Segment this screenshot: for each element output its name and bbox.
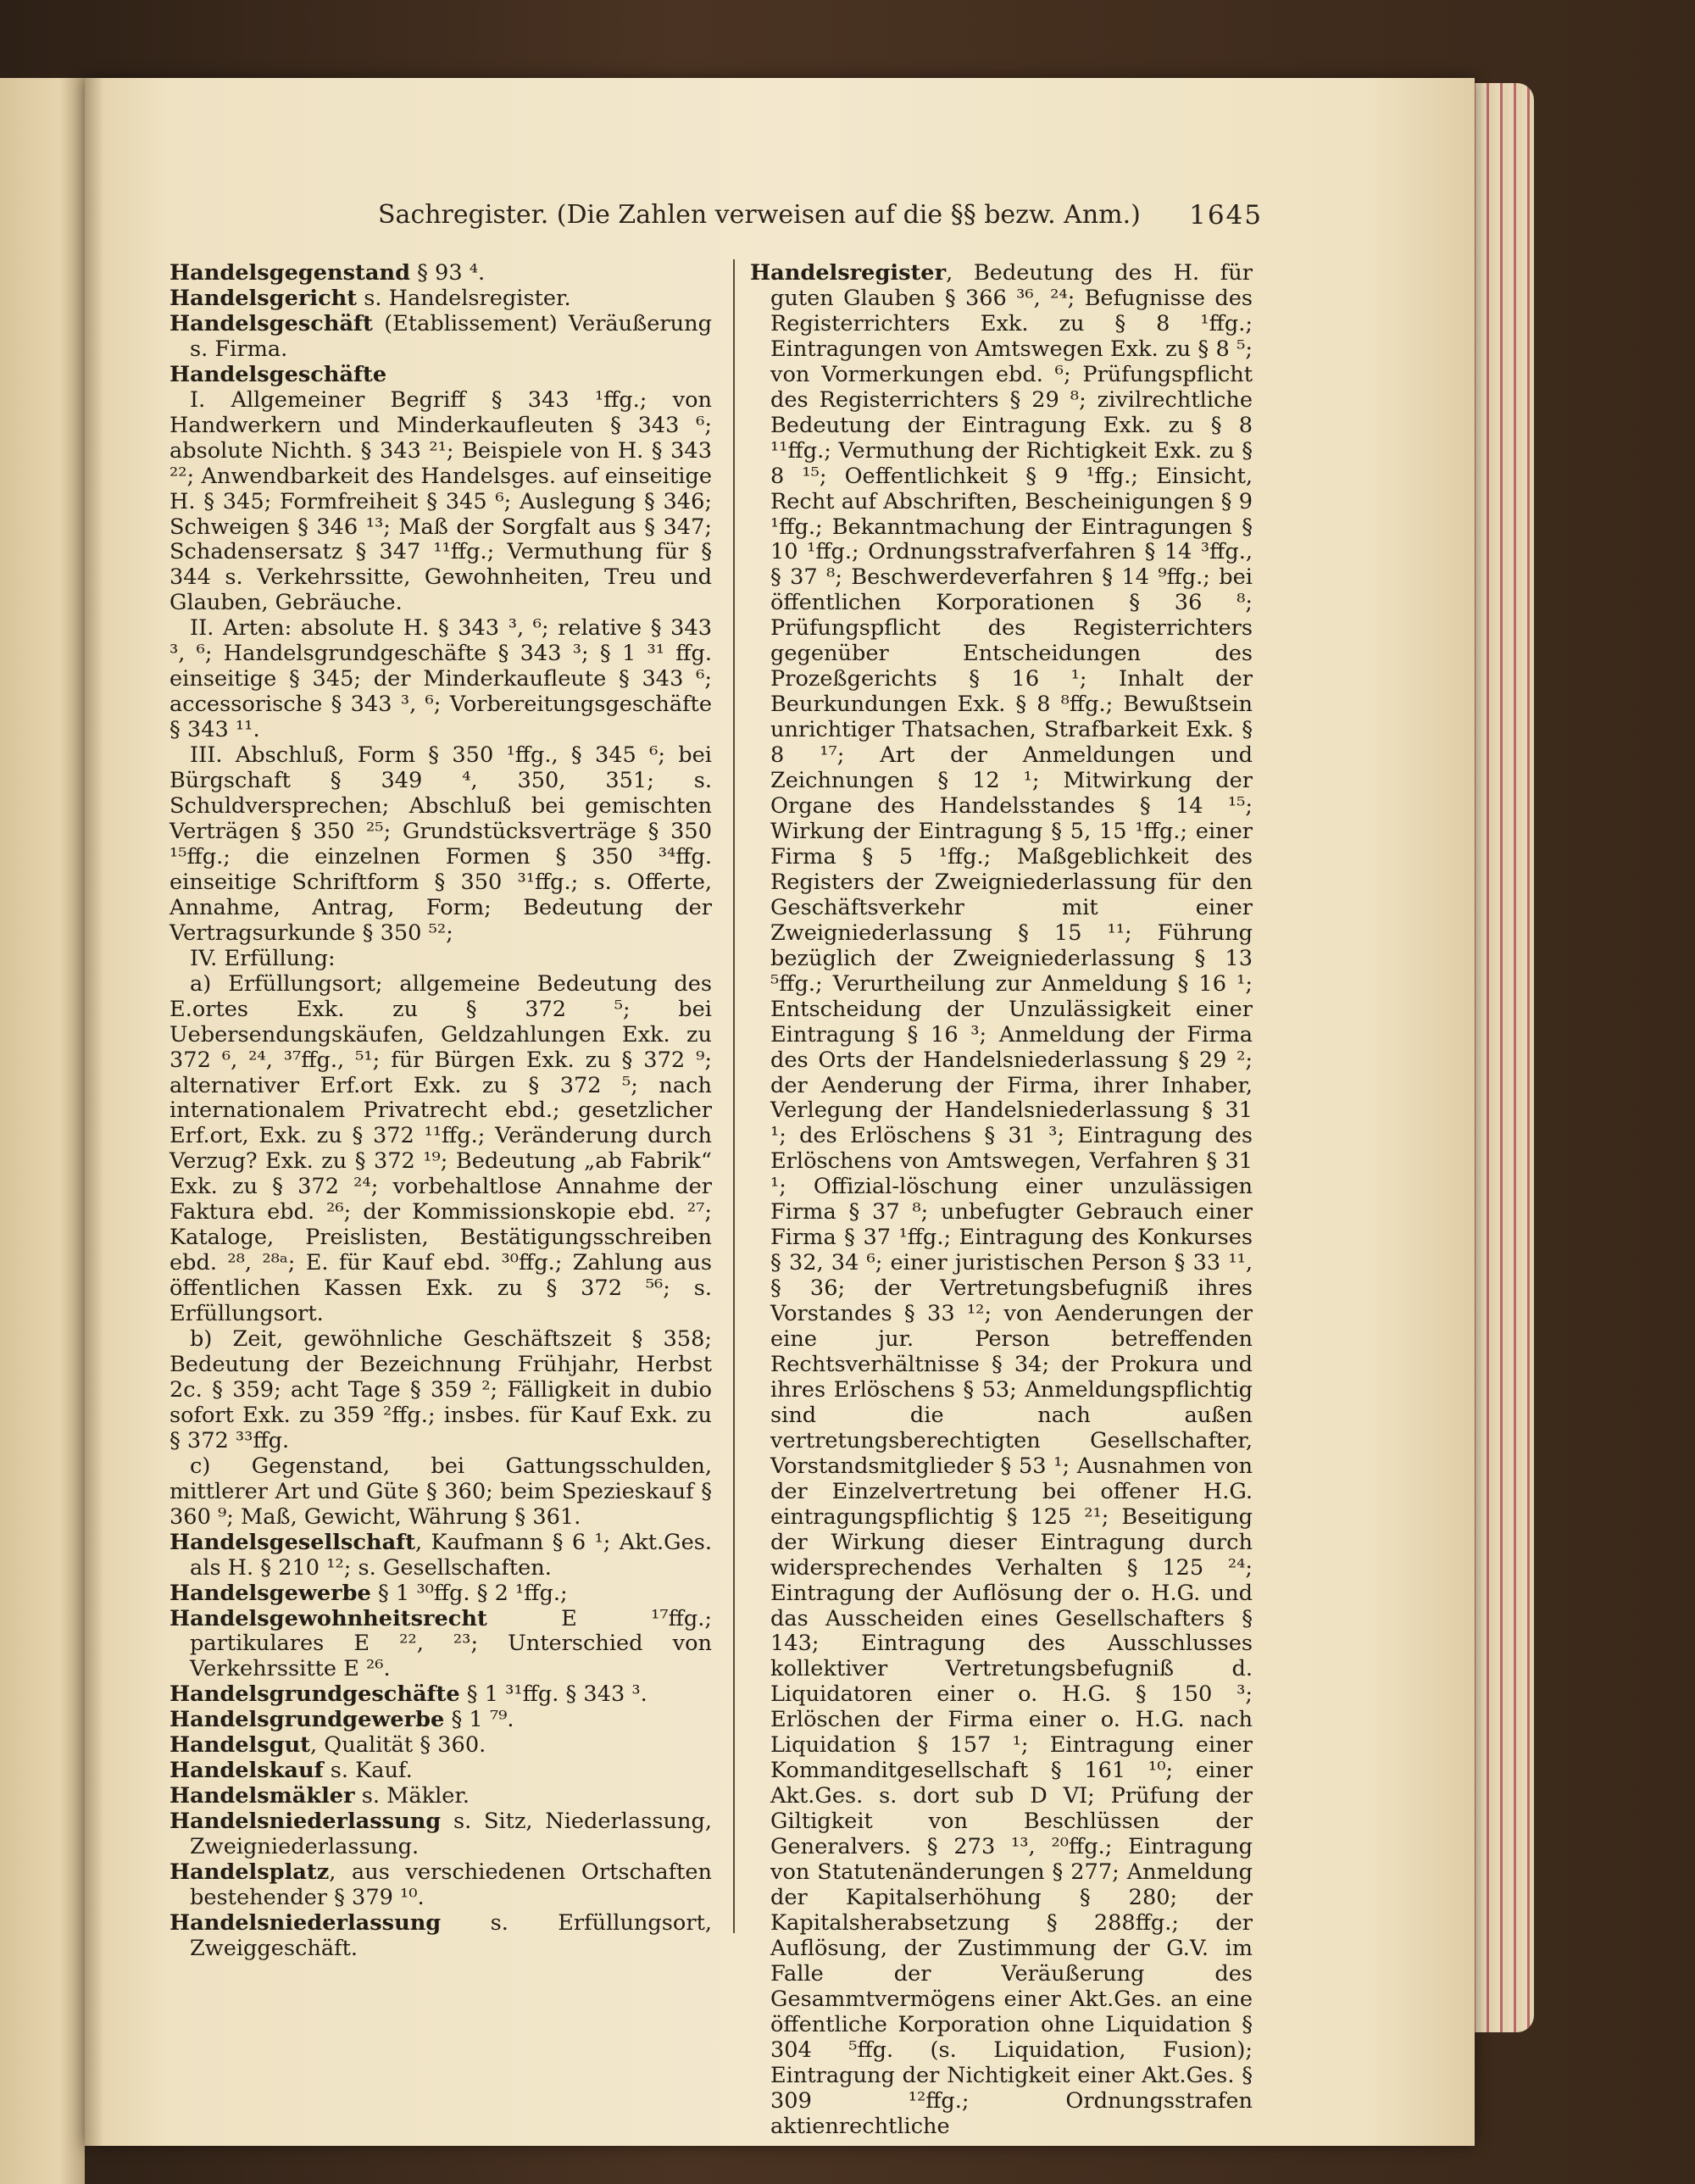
index-references: § 1 ³¹ffg. § 343 ³. <box>459 1681 647 1708</box>
index-keyword: Handelsregister <box>750 260 947 286</box>
index-entry <box>170 261 712 286</box>
index-entry <box>170 286 712 312</box>
left-column <box>170 261 712 1962</box>
index-references: s. Kauf. <box>323 1758 413 1784</box>
index-references: § 1 ³⁰ffg. § 2 ¹ffg.; <box>370 1580 568 1606</box>
page-gutter-shadow <box>85 78 103 2146</box>
index-entry <box>170 1531 712 1581</box>
right-column <box>750 261 1253 2140</box>
index-entry <box>170 363 712 388</box>
index-subsection: III. Abschluß, Form § 350 ¹ffg., § 345 ⁶; bei Bürgschaft § 349 ⁴, 350, 351; s. Schuldversprechen; Abschluß bei gemischten Verträgen § 350 ²⁵; Grundstücksverträge § 350 ¹⁵ffg.; die einzelnen Formen § 350 ³⁴ffg. einseitige Schriftform § 350 ³¹ffg.; s. Offerte, Annahme, Antrag, Form; Bedeutung der Vertragsurkunde § 350 ⁵²; <box>170 742 712 946</box>
index-entry <box>750 261 1253 2140</box>
index-keyword: Handelsplatz <box>170 1859 330 1886</box>
index-subsection: c) Gegenstand, bei Gattungsschulden, mittlerer Art und Güte § 360; beim Spezieskauf § 360 ⁹; Maß, Gewicht, Währung § 361. <box>170 1453 712 1530</box>
index-keyword: Handelsgrundgeschäfte <box>170 1681 460 1708</box>
index-keyword: Handelsgericht <box>170 285 358 311</box>
index-keyword: Handelsgegenstand <box>170 260 410 286</box>
index-subsection: II. Arten: absolute H. § 343 ³, ⁶; relative § 343 ³, ⁶; Handelsgrundgeschäfte § 343 ³; § 1 ³¹ ffg. einseitige § 345; der Minderkaufleute § 343 ⁶; accessorische § 343 ³, ⁶; Vorbereitungsgeschäfte § 343 ¹¹. <box>170 615 712 743</box>
index-references: § 1 ⁷⁹. <box>444 1707 514 1733</box>
index-entry <box>170 1708 712 1733</box>
index-keyword: Handelsgesellschaft <box>170 1529 416 1555</box>
index-keyword: Handelsniederlassung <box>170 1909 442 1936</box>
index-references: s. Handelsregister. <box>357 285 571 311</box>
running-header <box>85 200 1263 241</box>
index-subsection: I. Allgemeiner Begriff § 343 ¹ffg.; von Handwerkern und Minderkaufleuten § 343 ⁶; absolute Nichth. § 343 ²¹; Beispiele von H. § 343 ²²; Anwendbarkeit des Handelsges. auf einseitige H. § 345; Formfreiheit § 345 ⁶; Auslegung § 346; Schweigen § 346 ¹³; Maß der Sorgfalt aus § 347; Schadensersatz § 347 ¹¹ffg.; Vermuthung für § 344 s. Verkehrssitte, Gewohnheiten, Treu und Glauben, Gebräuche. <box>170 386 712 616</box>
facing-page-edge <box>0 78 85 2184</box>
index-keyword: Handelsgut <box>170 1732 311 1759</box>
index-references: s. Mäkler. <box>354 1783 470 1809</box>
index-keyword: Handelsgewerbe <box>170 1580 371 1606</box>
index-entry <box>170 312 712 363</box>
index-entry <box>170 1759 712 1784</box>
index-entry <box>170 1784 712 1809</box>
index-keyword: Handelsgewohnheitsrecht <box>170 1605 487 1631</box>
index-entry <box>170 1733 712 1759</box>
index-entry <box>170 1581 712 1607</box>
index-entry <box>170 1911 712 1962</box>
index-subsection: IV. Erfüllung: <box>190 945 336 971</box>
index-subsection: a) Erfüllungsort; allgemeine Bedeutung des E.ortes Exk. zu § 372 ⁵; bei Uebersendungskäufen, Geldzahlungen Exk. zu 372 ⁶, ²⁴, ³⁷ffg., ⁵¹; für Bürgen Exk. zu § 372 ⁹; alternativer Erf.ort Exk. zu § 372 ⁵; nach internationalem Privatrecht ebd.; gesetzlicher Erf.ort, Exk. zu § 372 ¹¹ffg.; Veränderung durch Verzug? Exk. zu § 372 ¹⁹; Bedeutung „ab Fabrik“ Exk. zu § 372 ²⁴; vorbehaltlose Annahme der Faktura ebd. ²⁶; der Kommissionskopie ebd. ²⁷; Kataloge, Preislisten, Bestätigungsschreiben ebd. ²⁸, ²⁸ᵃ; E. für Kauf ebd. ³⁰ffg.; Zahlung aus öffentlichen Kassen Exk. zu § 372 ⁵⁶; s. Erfüllungsort. <box>170 970 712 1327</box>
index-references: § 93 ⁴. <box>409 260 486 286</box>
header-title: Sachregister. (Die Zahlen verweisen auf die §§ bezw. Anm.) <box>378 200 1141 230</box>
page-number: 1645 <box>1189 200 1263 231</box>
index-keyword: Handelsgrundgewerbe <box>170 1707 445 1733</box>
index-entry <box>170 1860 712 1911</box>
index-references: , Bedeutung des H. für guten Glauben § 366 ³⁶, ²⁴; Befugnisse des Registerrichters Exk. zu § 8 ¹ffg.; Eintragungen von Amtswegen Exk. zu § 8 ⁵; von Vormerkungen ebd. ⁶; Prüfungspflicht des Registerrichters § 29 ⁸; zivilrechtliche Bedeutung der Eintragung Exk. zu § 8 ¹¹ffg.; Vermuthung der Richtigkeit Exk. zu § 8 ¹⁵; Oeffentlichkeit § 9 ¹ffg.; Einsicht, Recht auf Abschriften, Bescheinigungen § 9 ¹ffg.; Bekanntmachung der Eintragungen § 10 ¹ffg.; Ordnungsstrafverfahren § 14 ³ffg., § 37 ⁸; Beschwerdeverfahren § 14 ⁹ffg.; bei öffentlichen Korporationen § 36 ⁸; Prüfungspflicht des Registerrichters gegenüber Entscheidungen des Prozeßgerichts § 16 ¹; Inhalt der Beurkundungen Exk. § 8 ⁸ffg.; Bewußtsein unrichtiger Thatsachen, Strafbarkeit Exk. § 8 ¹⁷; Art der Anmeldungen und Zeichnungen § 12 ¹; Mitwirkung der Organe des Handelsstandes § 14 ¹⁵; Wirkung der Eintragung § 5, 15 ¹ffg.; einer Firma § 5 ¹ffg.; Maßgeblichkeit des Registers der Zweigniederlassung für den Geschäftsverkehr mit einer Zweigniederlassung § 15 ¹¹; Führung bezüglich der Zweigniederlassung § 13 ⁵ffg.; Verurtheilung zur Anmeldung § 16 ¹; Entscheidung der Unzulässigkeit einer Eintragung § 16 ³; Anmeldung der Firma des Orts der Handelsniederlassung § 29 ²; der Aenderung der Firma, ihrer Inhaber, Verlegung der Handelsniederlassung § 31 ¹; des Erlöschens § 31 ³; Eintragung des Erlöschens von Amtswegen, Verfahren § 31 ¹; Offizial-löschung einer unzulässigen Firma § 37 ⁸; unbefugter Gebrauch einer Firma § 37 ¹ffg.; Eintragung des Konkurses § 32, 34 ⁶; einer juristischen Person § 33 ¹¹, § 36; der Vertretungsbefugniß ihres Vorstandes § 33 ¹²; von Aenderungen der eine jur. Person betreffenden Rechtsverhältnisse § 34; der Prokura und ihres Erlöschens § 53; Anmeldungspflichtig sind die nach außen vertretungsberechtigten Gesellschafter, Vorstandsmitglieder § 53 ¹; Ausnahmen von der Einzelvertretung bei offener H.G. eintragungspflichtig § 125 ²¹; Beseitigung der Wirkung dieser Eintragung durch widersprechendes Verhalten § 125 ²⁴; Eintragung der Auflösung der o. H.G. und das Ausscheiden eines Gesellschafters § 143; Eintragung des Ausschlusses kollektiver Vertretungsbefugniß d. Liquidatoren einer o. H.G. § 150 ³; Erlöschen der Firma einer o. H.G. nach Liquidation § 157 ¹; Eintragung einer Kommanditgesellschaft § 161 ¹⁰; einer Akt.Ges. s. dort sub D VI; Prüfung der Giltigkeit von Beschlüssen der Generalvers. § 273 ¹³, ²⁰ffg.; Eintragung von Statutenänderungen § 277; Anmeldung der Kapitalserhöhung § 280; der Kapitalsherabsetzung § 288ffg.; der Auflösung, der Zustimmung der G.V. im Falle der Veräußerung des Gesammtvermögens einer Akt.Ges. an eine öffentliche Korporation ohne Liquidation § 304 ⁵ffg. (s. Liquidation, Fusion); Eintragung der Nichtigkeit einer Akt.Ges. § 309 ¹²ffg.; Ordnungsstrafen aktienrechtliche <box>770 260 1253 2139</box>
index-references: , Kaufmann § 6 ¹; Akt.Ges. als H. § 210 ¹²; s. Gesellschaften. <box>190 1529 712 1581</box>
index-entry <box>170 1607 712 1683</box>
index-keyword: Handelsgeschäfte <box>170 361 387 387</box>
index-keyword: Handelsgeschäft <box>170 310 373 336</box>
index-references: , aus verschiedenen Ortschaften bestehender § 379 ¹⁰. <box>190 1859 712 1910</box>
index-keyword: Handelskauf <box>170 1758 324 1784</box>
index-references: (Etablissement) Veräußerung s. Firma. <box>190 310 712 362</box>
index-entry <box>170 1809 712 1860</box>
index-references: E ¹⁷ffg.; partikulares E ²², ²³; Unterschied von Verkehrssitte E ²⁶. <box>190 1605 712 1682</box>
index-references: s. Sitz, Niederlassung, Zweigniederlassung. <box>190 1809 712 1860</box>
column-divider <box>733 259 735 1933</box>
index-entry <box>170 1682 712 1708</box>
index-keyword: Handelsniederlassung <box>170 1809 442 1835</box>
index-references: , Qualität § 360. <box>310 1732 486 1759</box>
index-keyword: Handelsmäkler <box>170 1783 355 1809</box>
index-subsection: b) Zeit, gewöhnliche Geschäftszeit § 358; Bedeutung der Bezeichnung Frühjahr, Herbst 2c. § 359; acht Tage § 359 ²; Fälligkeit in dubio sofort Exk. zu 359 ²ffg.; insbes. für Kauf Exk. zu § 372 ³³ffg. <box>170 1326 712 1453</box>
index-references: s. Erfüllungsort, Zweiggeschäft. <box>190 1909 712 1961</box>
